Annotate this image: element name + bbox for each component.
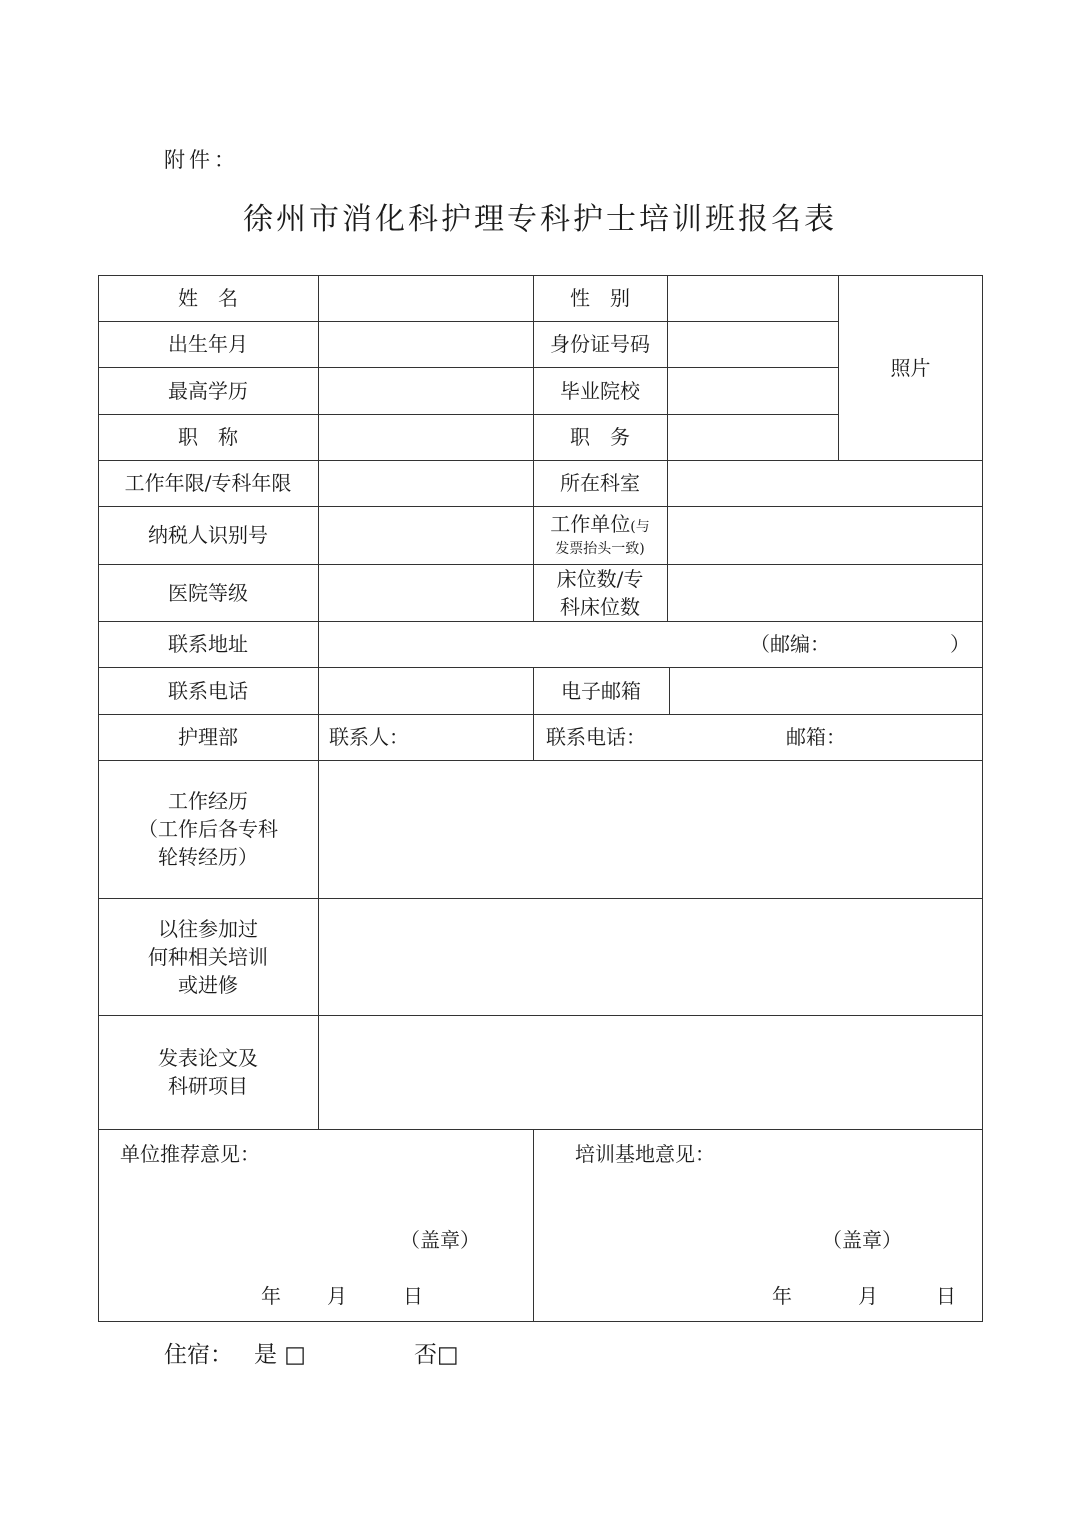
bed-count-label [533, 564, 667, 621]
col-line [533, 1129, 534, 1322]
papers-line2: 科研项目 [168, 1074, 248, 1098]
training-line3: 或进修 [178, 972, 238, 997]
postcode-close: ） [950, 632, 970, 656]
id-number-label: 身份证号码 [550, 332, 650, 356]
employer-label-note-a: (与 [630, 519, 650, 535]
work-years-label: 工作年限/专科年限 [124, 471, 292, 495]
taxpayer-id-label: 纳税人识别号 [148, 523, 268, 547]
name-label: 姓名 [178, 286, 258, 310]
accommodation-label: 住宿： [164, 1342, 233, 1368]
accommodation-yes-checkbox[interactable]: 是 □ [254, 1342, 307, 1368]
work-history-line1: 工作经历 [168, 789, 248, 813]
papers-line1: 发表论文及 [158, 1046, 258, 1070]
registration-form [98, 275, 983, 1322]
unit-date-month: 月 [327, 1284, 347, 1308]
address-label: 联系地址 [168, 632, 248, 656]
base-date-year: 年 [772, 1284, 792, 1308]
base-date-day: 日 [936, 1284, 956, 1308]
employer-label-main: 工作单位 [550, 512, 631, 536]
training-history-label [98, 898, 318, 1015]
base-seal-label: （盖章） [822, 1228, 902, 1252]
training-line2: 何种相关培训 [148, 944, 268, 969]
unit-seal-label: （盖章） [400, 1228, 480, 1252]
border-bottom [98, 1321, 983, 1322]
col-line [318, 275, 319, 1129]
hospital-level-label: 医院等级 [168, 580, 248, 605]
unit-opinion-label: 单位推荐意见： [120, 1142, 260, 1166]
department-label: 所在科室 [560, 471, 640, 495]
contact-phone-label: 联系电话： [546, 725, 646, 749]
birth-label: 出生年月 [168, 332, 248, 356]
col-line [669, 667, 670, 714]
accommodation-no-checkbox[interactable]: 否□ [414, 1342, 459, 1368]
position-label: 职务 [570, 425, 650, 449]
employer-label-note-b: 发票抬头一致) [555, 541, 645, 557]
contact-email-label: 邮箱： [786, 725, 846, 749]
attachment-label: 附件： [164, 148, 239, 172]
work-history-line2: （工作后各专科 [138, 817, 278, 841]
form-title: 徐州市消化科护理专科护士培训班报名表 [243, 202, 837, 237]
bed-count-line1: 床位数/专 [556, 566, 644, 591]
gender-label: 性别 [570, 286, 650, 310]
bed-count-line2: 科床位数 [560, 594, 640, 619]
row-line [98, 1129, 983, 1130]
unit-date-year: 年 [261, 1284, 281, 1308]
unit-date-day: 日 [403, 1284, 423, 1308]
nursing-dept-label: 护理部 [178, 725, 238, 749]
contact-person-label: 联系人： [329, 725, 409, 749]
papers-label [98, 1015, 318, 1129]
base-opinion-label: 培训基地意见： [575, 1142, 715, 1166]
phone-label: 联系电话 [168, 678, 248, 703]
professional-title-label: 职称 [178, 425, 258, 449]
postcode-label: （邮编： [750, 632, 830, 656]
training-line1: 以往参加过 [158, 916, 258, 941]
work-history-label [98, 760, 318, 898]
education-label: 最高学历 [168, 378, 248, 403]
work-history-line3: 轮转经历） [158, 845, 258, 869]
photo-label: 照片 [890, 355, 931, 380]
school-label: 毕业院校 [560, 378, 640, 403]
employer-label [533, 506, 667, 564]
email-label: 电子邮箱 [561, 678, 641, 703]
col-line [667, 275, 668, 622]
base-date-month: 月 [858, 1284, 878, 1308]
